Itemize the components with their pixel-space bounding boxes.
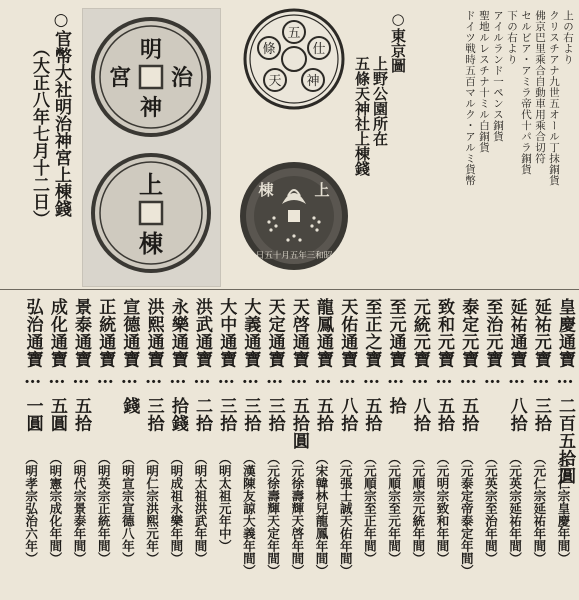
token-char-lower-left: 天 <box>268 74 282 89</box>
token-char-lower-right: 神 <box>306 74 320 89</box>
price-list-price: 錢 <box>119 397 140 415</box>
price-list-era-note: （明宣宗宣德八年） <box>120 452 136 565</box>
plate-reverse-char-top: 上 <box>139 170 163 199</box>
price-list-price: 二拾 <box>192 397 212 432</box>
price-list-coin-name: 正統通寶… <box>95 298 116 389</box>
price-list-price: 二百五拾圓 <box>555 397 575 485</box>
tokyo-caption-line1: 上野公園所在 <box>371 56 389 146</box>
gojo-token-reverse <box>238 160 350 272</box>
price-list-era-note: （元英宗延祐年間） <box>507 452 523 565</box>
price-list-coin-name: 景泰通寶… <box>71 298 91 389</box>
price-list-price: 八拾 <box>337 397 358 432</box>
tokyo-caption-line2: 五條天神社上棟錢 <box>353 56 371 176</box>
foreign-coin-caption-2: クリスチアナ九世五オール丁抹銅貨 <box>548 10 560 186</box>
token-reverse-char-right: 上 <box>314 181 330 199</box>
price-list-price: 五拾 <box>71 397 91 432</box>
price-list-price: 拾 <box>385 397 406 415</box>
gojo-token-obverse <box>243 8 345 110</box>
price-list-coin-name: 洪武通寶… <box>192 298 212 389</box>
price-list-price: 五拾圓 <box>288 397 309 450</box>
price-list-coin-name: 大中通寶… <box>216 298 237 389</box>
price-list-era-note: （漢陳友諒大義年間） <box>241 452 257 577</box>
price-list-era-note: （明仁宗洪熙元年） <box>144 452 160 565</box>
plate-char-bottom: 神 <box>139 95 163 121</box>
price-list-coin-name: 成化通寶… <box>46 298 67 389</box>
price-list-coin-name: 天定通寶… <box>264 298 285 389</box>
price-list-price: 八拾 <box>506 397 527 432</box>
plate-char-right: 治 <box>170 65 194 91</box>
price-list-price: 拾錢 <box>167 397 188 432</box>
foreign-coin-caption-7: 聖地ルレスチナ十ミル白銅貨 <box>478 10 490 153</box>
price-list-era-note: （宋韓林兒龍鳳年間） <box>314 452 329 577</box>
foreign-coin-caption-3: 佛京巴里乘合自動車用乘合切符 <box>534 10 546 164</box>
price-list-coin-name: 皇慶通寶… <box>555 298 575 389</box>
price-list-price: 五拾 <box>361 397 382 432</box>
tokyo-caption-head: ○東京圖 <box>389 10 407 73</box>
price-list-era-note: （明太祖元年中） <box>217 452 233 552</box>
price-list-era-note: （元張士誠天佑年間） <box>338 452 354 577</box>
price-list-coin-name: 泰定元寶… <box>458 298 479 389</box>
price-list-price: 五拾 <box>313 397 333 432</box>
price-list-era-note: （明成祖永樂年間） <box>168 452 184 565</box>
price-list-price: 三拾 <box>216 397 237 432</box>
price-list-price: 五拾 <box>458 397 479 432</box>
foreign-coin-caption-8: ドイツ戦時五百マルク・アルミ貨幣 <box>464 10 476 186</box>
price-list-era-note: （明孝宗弘治六年） <box>23 452 39 565</box>
price-list-coin-name: 宣德通寶… <box>119 298 140 389</box>
price-list-coin-name: 致和元寶… <box>434 298 454 389</box>
price-list-price: 五拾 <box>434 397 454 432</box>
price-list-coin-name: 天啓通寶… <box>288 298 309 389</box>
price-list-era-note: （元明宗致和年間） <box>435 452 450 565</box>
price-list-price: 一圓 <box>22 397 43 432</box>
foreign-coin-caption-1: 上の右より <box>562 10 574 65</box>
price-list-era-note: （元順宗元統年間） <box>410 452 426 565</box>
price-list-coin-name: 弘治通寶… <box>22 298 43 389</box>
section-divider <box>0 289 579 290</box>
price-list-coin-name: 延祐元寶… <box>530 298 551 389</box>
meiji-shrine-date: （大正八年七月十二日） <box>29 40 49 227</box>
price-list-era-note: （元泰定帝泰定年間） <box>459 452 475 577</box>
price-list-price: 三拾 <box>264 397 285 432</box>
price-list-era-note: （元順宗至元年間） <box>386 452 402 565</box>
foreign-coin-caption-6: アイルランド一ペンス銅貨 <box>492 10 504 142</box>
price-list-era-note: （明憲宗成化年間） <box>47 452 63 565</box>
price-list-era-note: （明英宗正統年間） <box>96 452 112 565</box>
price-list-coin-name: 永樂通寶… <box>167 298 188 389</box>
price-list-era-note: （元徐壽輝天啓年間） <box>289 452 305 577</box>
price-list-coin-name: 大義通寶… <box>240 298 261 389</box>
price-list-coin-name: 至元通寶… <box>385 298 406 389</box>
price-list-coin-name: 洪熙通寶… <box>143 298 164 389</box>
token-reverse-rim-date: 日五十月五年三和昭 <box>255 251 333 261</box>
price-list-price: 三拾 <box>240 397 261 432</box>
price-list-coin-name: 元統元寶… <box>409 298 430 389</box>
price-list-price: 三拾 <box>530 397 551 432</box>
foreign-coin-caption-5: 下の右より <box>506 10 518 65</box>
price-list-era-note: （元仁宗皇慶年間） <box>556 452 571 565</box>
price-list-coin-name: 龍鳳通寶… <box>313 298 333 389</box>
price-list-era-note: （元順宗至正年間） <box>362 452 378 565</box>
plate-char-top: 明 <box>139 37 163 63</box>
price-list-coin-name: 至正之寶… <box>361 298 382 389</box>
price-list-era-note: （元徐壽輝天定年間） <box>265 452 281 577</box>
token-char-left: 條 <box>262 42 276 57</box>
price-list-price: 五圓 <box>46 397 67 432</box>
price-list-era-note: （明代宗景泰年間） <box>72 452 87 565</box>
price-list-price: 八拾 <box>409 397 430 432</box>
foreign-coin-caption-4: セルビア・アミラ帝代十パラ銅貨 <box>520 10 532 175</box>
meiji-shrine-coin-plate <box>82 8 221 287</box>
price-list-coin-name: 延祐通寶… <box>506 298 527 389</box>
meiji-shrine-caption: ○官幣大社明治神宮上棟錢 <box>51 10 71 217</box>
price-list-era-note: （元英宗至治年間） <box>483 452 499 565</box>
price-list-coin-name: 天佑通寶… <box>337 298 358 389</box>
price-list-era-note: （明太祖洪武年間） <box>193 452 208 565</box>
plate-char-left: 宮 <box>108 65 132 91</box>
price-list-coin-name: 至治元寶… <box>482 298 503 389</box>
price-list-price: 三拾 <box>143 397 164 432</box>
token-reverse-char-left: 棟 <box>258 181 274 199</box>
token-char-right: 仕 <box>312 42 326 57</box>
token-char-top: 五 <box>287 26 301 41</box>
price-list-era-note: （元仁宗延祐年間） <box>531 452 547 565</box>
plate-reverse-char-bottom: 棟 <box>139 229 163 258</box>
